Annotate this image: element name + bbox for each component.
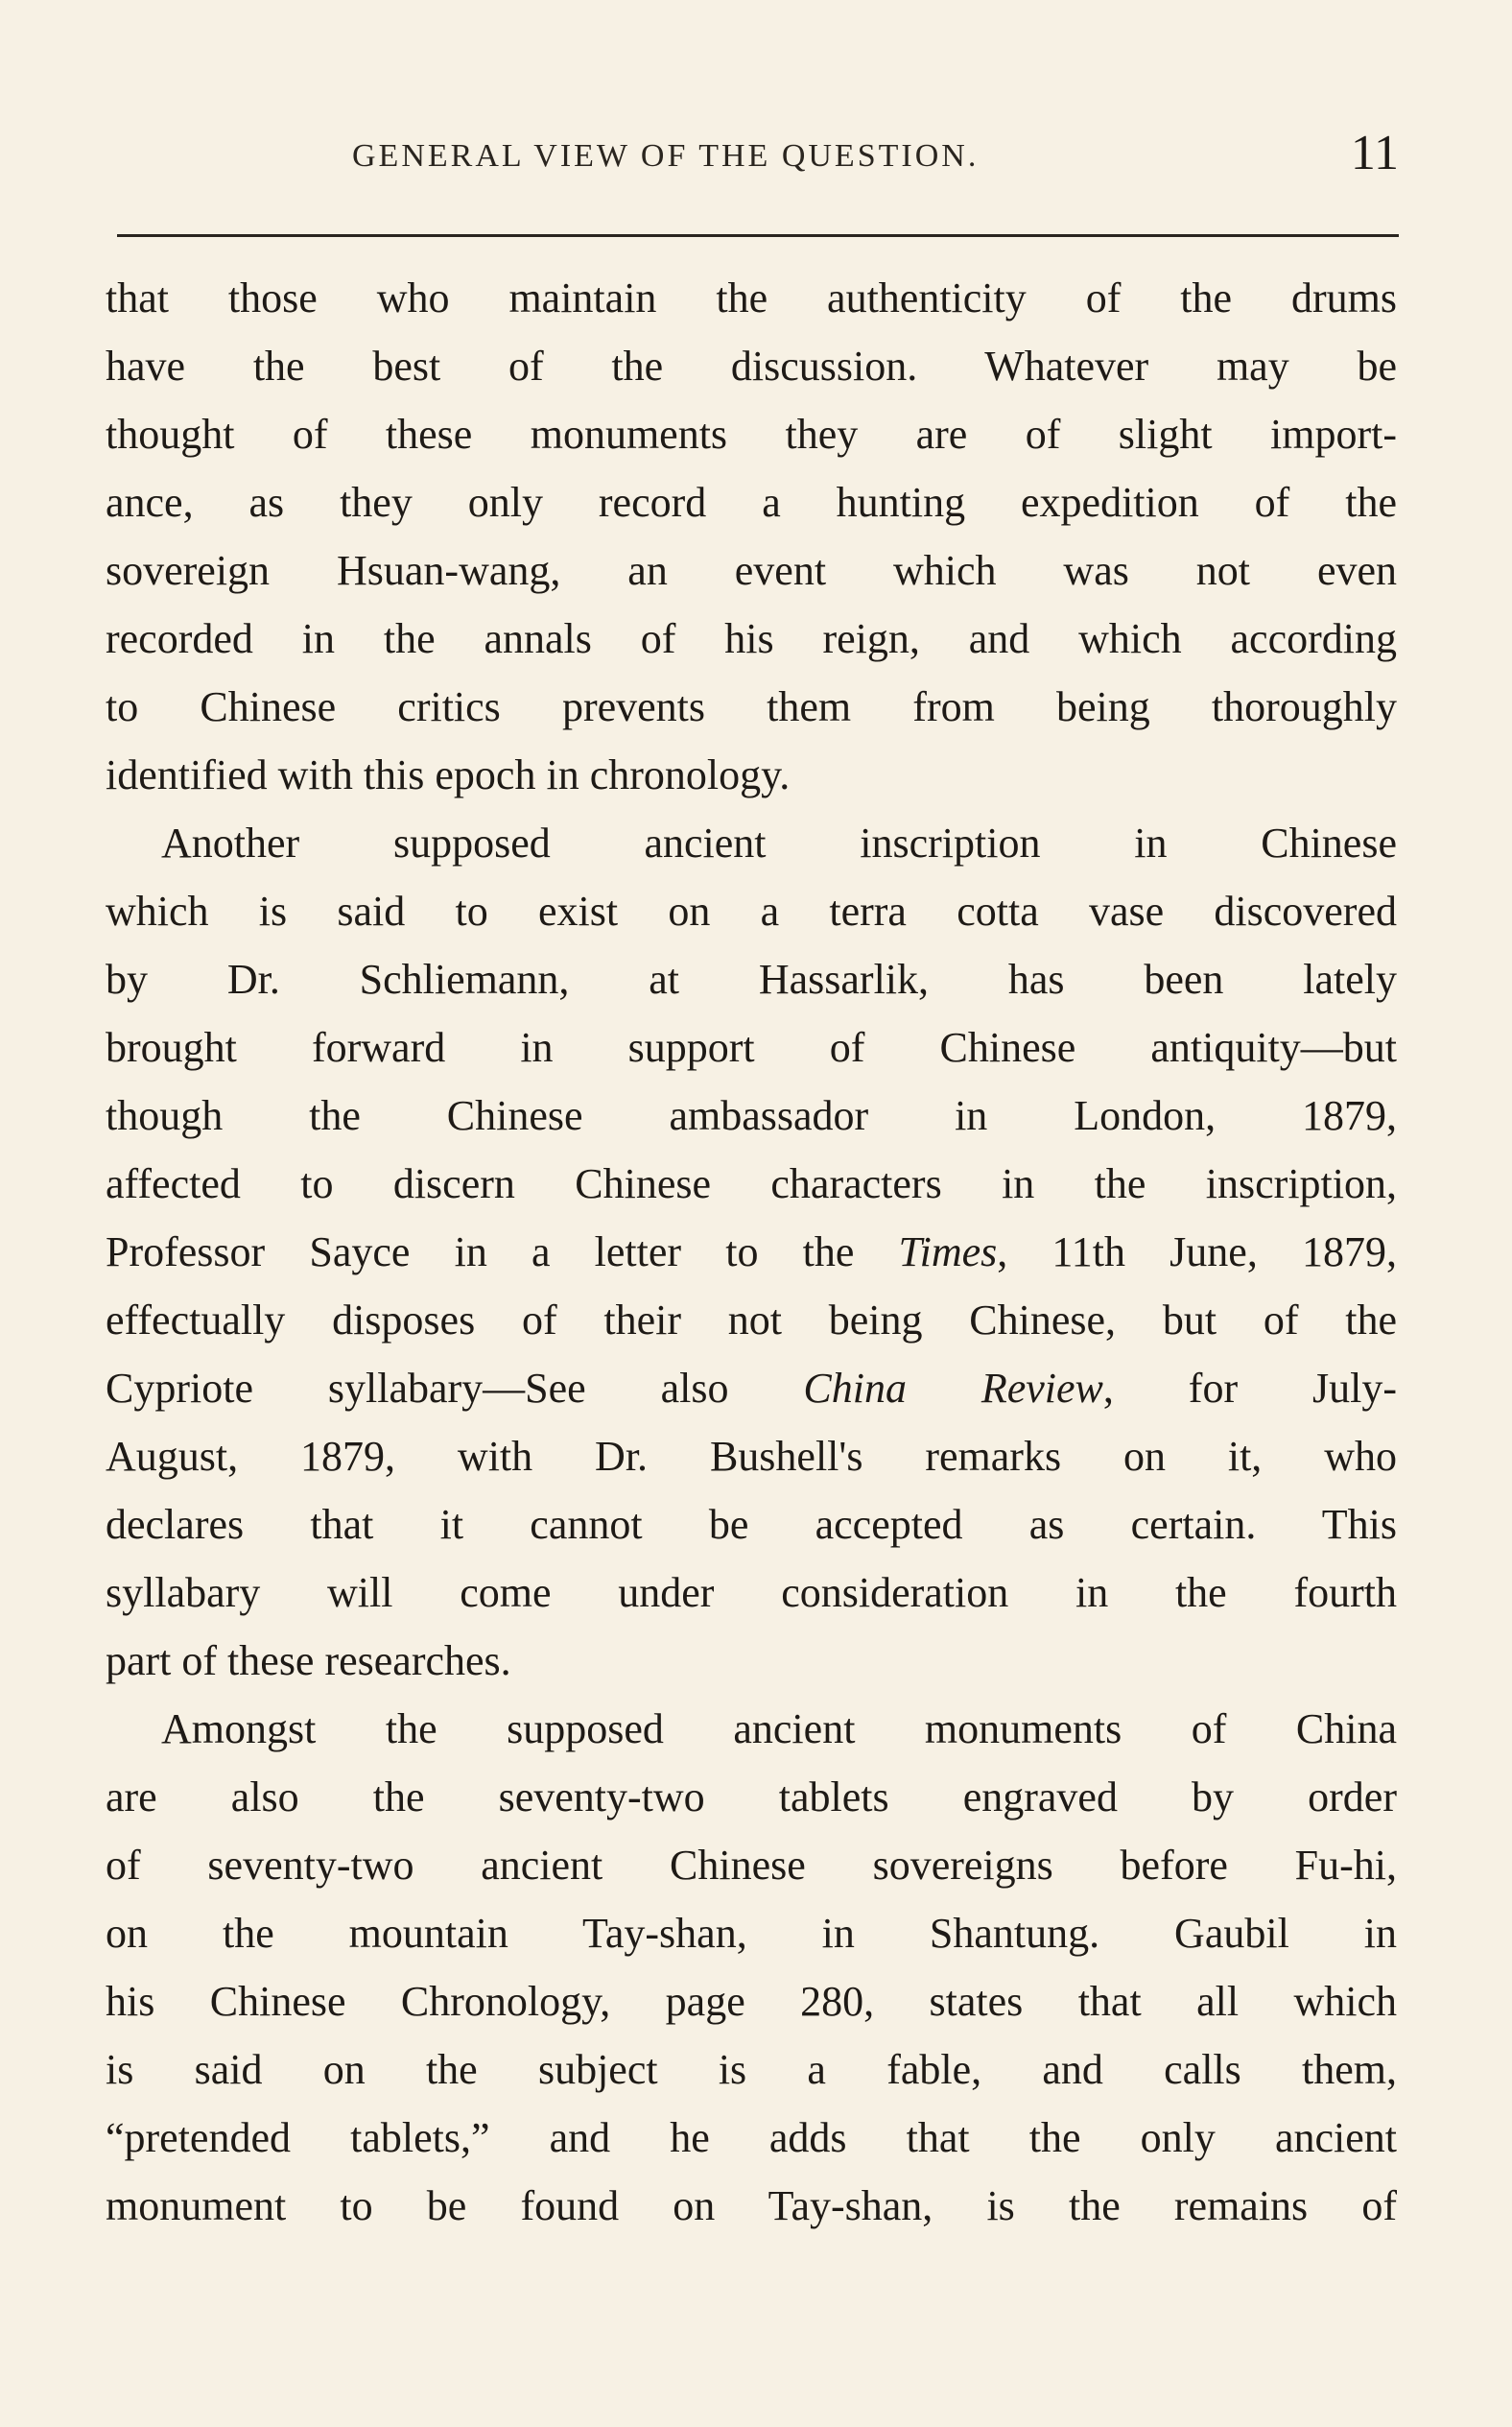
text-line: have the best of the discussion. Whatever may be [106,343,1397,390]
text-line-review [106,1354,1397,1422]
text-line: of seventy-two ancient Chinese sovereigns before Fu-hi, [106,1842,1397,1889]
text-line: ance, as they only record a hunting expedition of the [106,479,1397,526]
text-line: Another supposed ancient inscription in Chinese [161,820,1397,867]
text-line: declares that it cannot be accepted as certain. This [106,1501,1397,1548]
text-line: on the mountain Tay-shan, in Shantung. Gaubil in [106,1910,1397,1957]
text-line: Amongst the supposed ancient monuments of China [161,1705,1397,1752]
review-before: Cypriote syllabary—See also [106,1365,804,1412]
times-before: Professor Sayce in a letter to the [106,1228,899,1275]
text-line: to Chinese critics prevents them from being thoroughly [106,683,1397,730]
text-line: recorded in the annals of his reign, and which according [106,615,1397,662]
running-title: GENERAL VIEW OF THE QUESTION. [352,138,980,174]
text-line: monument to be found on Tay-shan, is the remains of [106,2182,1397,2229]
running-head [117,125,1399,192]
text-line: sovereign Hsuan-wang, an event which was not even [106,547,1397,594]
text-line: August, 1879, with Dr. Bushell's remarks on it, who [106,1433,1397,1480]
text-line: by Dr. Schliemann, at Hassarlik, has been lately [106,956,1397,1003]
text-line: effectually disposes of their not being Chinese, but of the [106,1297,1397,1344]
text-line: identified with this epoch in chronology. [106,751,791,798]
text-line: though the Chinese ambassador in London, 1879, [106,1092,1397,1139]
page-number: 11 [1350,126,1399,180]
text-line: syllabary will come under consideration in the fourth [106,1569,1397,1616]
text-line: affected to discern Chinese characters in the inscription, [106,1160,1397,1207]
text-line: are also the seventy-two tablets engraved by order [106,1773,1397,1820]
text-line: his Chinese Chronology, page 280, states that all which [106,1978,1397,2025]
review-after: , for July- [1102,1365,1397,1412]
times-after: , 11th June, 1879, [997,1228,1397,1275]
text-line: brought forward in support of Chinese antiquity—but [106,1024,1397,1071]
header-rule [117,234,1399,237]
text-line: thought of these monuments they are of slight import- [106,411,1397,458]
text-line: that those who maintain the authenticity of the drums [106,274,1397,321]
text-line-times [106,1218,1397,1286]
text-line: is said on the subject is a fable, and calls them, [106,2046,1397,2093]
review-italic: China Review [803,1365,1103,1412]
text-line: part of these researches. [106,1637,511,1684]
text-line: which is said to exist on a terra cotta vase discovered [106,888,1397,935]
body-text [106,264,1397,2241]
times-italic: Times [898,1228,998,1275]
text-line: “pretended tablets,” and he adds that the only ancient [106,2114,1397,2161]
